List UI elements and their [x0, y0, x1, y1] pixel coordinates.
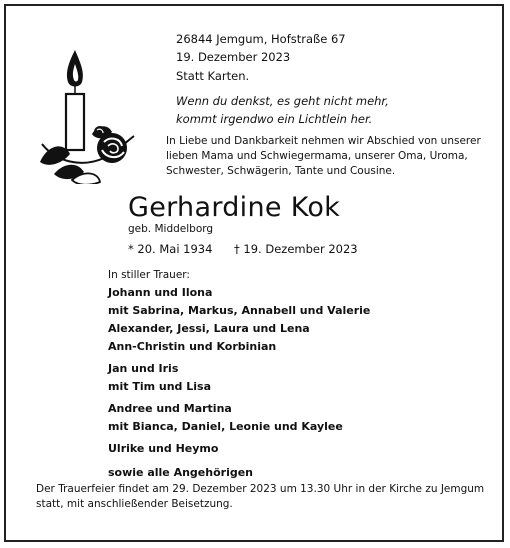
poem-line: kommt irgendwo ein Lichtlein her. — [176, 112, 373, 126]
mourner-line: mit Bianca, Daniel, Leonie und Kaylee — [108, 420, 343, 433]
mourner-line: mit Tim und Lisa — [108, 380, 212, 393]
mourner-line: Jan und Iris — [108, 362, 179, 375]
mourner-group — [108, 440, 370, 458]
funeral-line: Der Trauerfeier findet am 29. Dezember 2023 um 13.30 Uhr in der Kirche zu Jemgum — [36, 483, 485, 495]
poem-line: Wenn du denkst, es geht nicht mehr, — [176, 94, 389, 108]
mourners-list — [108, 284, 370, 482]
sender-address: 26844 Jemgum, Hofstraße 67 — [176, 32, 346, 46]
death-date: † 19. Dezember 2023 — [234, 242, 358, 256]
mourner-line: Ann-Christin und Korbinian — [108, 340, 277, 353]
intro-line: In Liebe und Dankbarkeit nehmen wir Abschied von unserer — [166, 135, 481, 147]
funeral-info — [36, 482, 484, 512]
birth-date: * 20. Mai 1934 — [128, 242, 213, 256]
mourner-line: Alexander, Jessi, Laura und Lena — [108, 322, 310, 335]
mourner-group — [108, 360, 370, 396]
intro-line: lieben Mama und Schwiegermama, unserer Oma, Uroma, — [166, 150, 468, 162]
mourner-line: Andree und Martina — [108, 402, 232, 415]
statt-karten-note: Statt Karten. — [176, 69, 250, 83]
notice-date: 19. Dezember 2023 — [176, 50, 291, 64]
poem — [176, 92, 389, 128]
mourner-group — [108, 284, 370, 356]
obituary-notice — [4, 4, 504, 542]
farewell-intro — [166, 134, 481, 179]
mourner-line: sowie alle Angehörigen — [108, 466, 254, 479]
mourning-label: In stiller Trauer: — [108, 269, 190, 281]
mourner-line: mit Sabrina, Markus, Annabell und Valerie — [108, 304, 371, 317]
mourner-group — [108, 400, 370, 436]
intro-line: Schwester, Schwägerin, Tante und Cousine. — [166, 165, 396, 177]
candle-rose-icon — [34, 44, 138, 184]
mourner-group — [108, 464, 370, 482]
funeral-line: statt, mit anschließender Beisetzung. — [36, 498, 233, 510]
mourner-line: Ulrike und Heymo — [108, 442, 219, 455]
maiden-name: geb. Middelborg — [128, 223, 214, 235]
mourner-line: Johann und Ilona — [108, 286, 213, 299]
deceased-name: Gerhardine Kok — [128, 192, 341, 223]
